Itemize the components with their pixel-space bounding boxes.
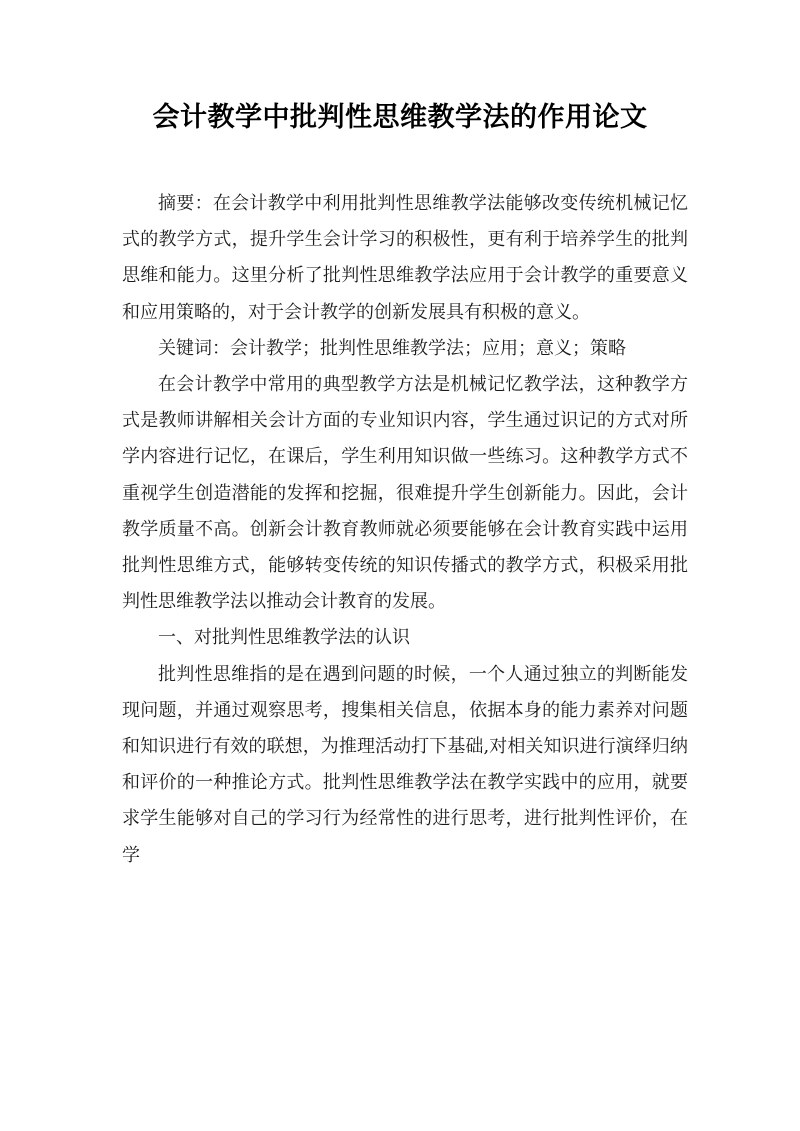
intro-paragraph: 在会计教学中常用的典型教学方法是机械记忆教学法，这种教学方式是教师讲解相关会计方面的专业知识内容，学生通过识记的方式对所学内容进行记忆，在课后，学生利用知识做一些练习。这种教学方式不重视学生创造潜能的发挥和挖掘，很难提升学生创新能力。因此，会计教学质量不高。创新会计教育教师就必须要能够在会计教育实践中运用批判性思维方式，能够转变传统的知识传播式的教学方式，积极采用批判性思维教学法以推动会计教育的发展。 (122, 374, 688, 613)
keywords-paragraph: 关键词：会计教学；批判性思维教学法；应用；意义；策略 (158, 337, 626, 359)
abstract-paragraph: 摘要：在会计教学中利用批判性思维教学法能够改变传统机械记忆式的教学方式，提升学生会计学习的积极性，更有利于培养学生的批判思维和能力。这里分析了批判性思维教学法应用于会计教学的重要意义和应用策略的，对于会计教学的创新发展具有积极的意义。 (122, 193, 688, 323)
section-heading: 一、对批判性思维教学法的认识 (158, 627, 410, 649)
document-title: 会计教学中批判性思维教学法的作用论文 (152, 102, 648, 133)
section-paragraph: 批判性思维指的是在遇到问题的时候，一个人通过独立的判断能发现问题，并通过观察思考，搜集相关信息，依据本身的能力素养对问题和知识进行有效的联想，为推理活动打下基础,对相关知识进行演绎归纳和评价的一种推论方式。批判性思维教学法在教学实践中的应用，就要求学生能够对自己的学习行为经常性的进行思考，进行批判性评价，在学 (122, 663, 688, 866)
document-body (122, 186, 688, 874)
